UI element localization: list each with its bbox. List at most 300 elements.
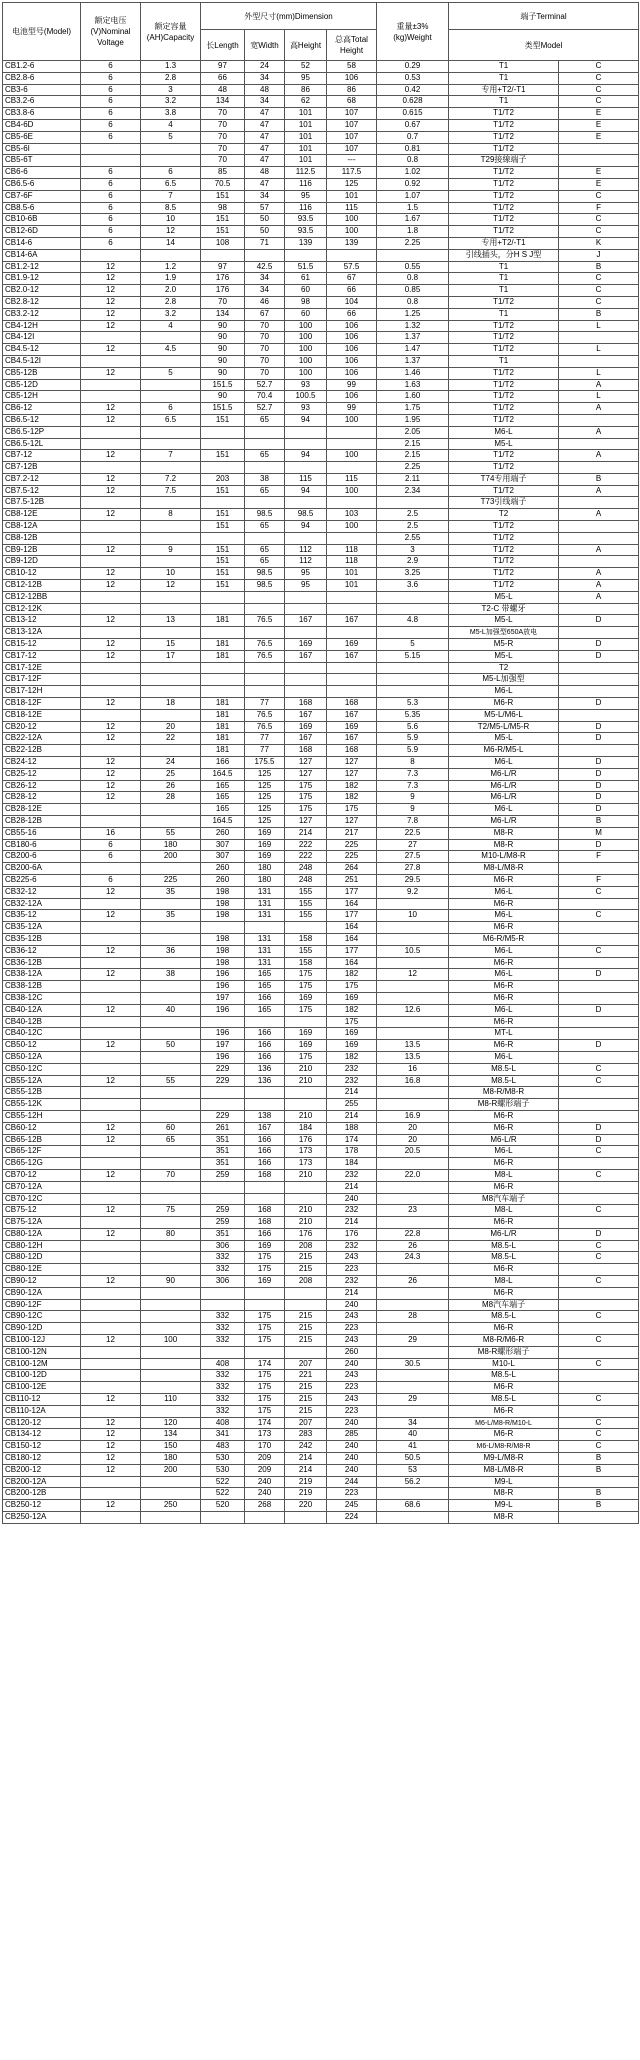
cell-terminal-type: C bbox=[559, 886, 639, 898]
cell-length: 259 bbox=[201, 1169, 245, 1181]
cell-height: 100.5 bbox=[285, 391, 327, 403]
cell-model: CB3-6 bbox=[3, 84, 81, 96]
cell-terminal: M6-L bbox=[449, 757, 559, 769]
cell-model: CB18-12E bbox=[3, 709, 81, 721]
cell-height: 112 bbox=[285, 544, 327, 556]
cell-terminal-type bbox=[559, 1110, 639, 1122]
cell-capacity bbox=[141, 497, 201, 509]
cell-voltage bbox=[81, 155, 141, 167]
cell-height: 169 bbox=[285, 639, 327, 651]
cell-weight bbox=[377, 603, 449, 615]
cell-height: 101 bbox=[285, 108, 327, 120]
cell-terminal-type bbox=[559, 863, 639, 875]
cell-weight: 9.2 bbox=[377, 886, 449, 898]
cell-width bbox=[245, 603, 285, 615]
cell-total-height: 223 bbox=[327, 1382, 377, 1394]
cell-model: CB5-6E bbox=[3, 131, 81, 143]
cell-voltage bbox=[81, 438, 141, 450]
cell-height: 175 bbox=[285, 969, 327, 981]
cell-model: CB17-12H bbox=[3, 686, 81, 698]
cell-capacity bbox=[141, 863, 201, 875]
table-row bbox=[3, 1382, 639, 1394]
cell-capacity: 180 bbox=[141, 839, 201, 851]
cell-capacity: 10 bbox=[141, 568, 201, 580]
cell-width: 65 bbox=[245, 521, 285, 533]
cell-terminal: M6-L/R bbox=[449, 768, 559, 780]
cell-height bbox=[285, 1016, 327, 1028]
cell-capacity: 38 bbox=[141, 969, 201, 981]
cell-weight: 12.6 bbox=[377, 1004, 449, 1016]
cell-model: CB7-6F bbox=[3, 190, 81, 202]
cell-terminal: M6-R bbox=[449, 1382, 559, 1394]
table-row bbox=[3, 497, 639, 509]
cell-width: 50 bbox=[245, 214, 285, 226]
cell-terminal: M8-L bbox=[449, 1205, 559, 1217]
cell-terminal: M6-L/R bbox=[449, 780, 559, 792]
cell-terminal-type bbox=[559, 332, 639, 344]
cell-weight: 3.25 bbox=[377, 568, 449, 580]
cell-terminal-type bbox=[559, 1382, 639, 1394]
cell-height: 94 bbox=[285, 450, 327, 462]
cell-terminal-type bbox=[559, 1217, 639, 1229]
cell-total-height: 164 bbox=[327, 933, 377, 945]
cell-model: CB13-12A bbox=[3, 627, 81, 639]
cell-weight: 12 bbox=[377, 969, 449, 981]
cell-terminal: T1/T2 bbox=[449, 143, 559, 155]
cell-height bbox=[285, 591, 327, 603]
cell-capacity bbox=[141, 1358, 201, 1370]
cell-length bbox=[201, 1346, 245, 1358]
cell-weight bbox=[377, 627, 449, 639]
cell-terminal: M6-L bbox=[449, 1004, 559, 1016]
cell-terminal-type: C bbox=[559, 226, 639, 238]
cell-weight: 2.25 bbox=[377, 237, 449, 249]
cell-width: 169 bbox=[245, 851, 285, 863]
cell-capacity bbox=[141, 379, 201, 391]
cell-capacity: 36 bbox=[141, 945, 201, 957]
cell-voltage: 12 bbox=[81, 768, 141, 780]
cell-terminal-type: D bbox=[559, 639, 639, 651]
cell-total-height: 175 bbox=[327, 1016, 377, 1028]
table-row bbox=[3, 898, 639, 910]
cell-terminal: M6-R bbox=[449, 698, 559, 710]
table-row bbox=[3, 1075, 639, 1087]
cell-voltage bbox=[81, 1382, 141, 1394]
cell-height: 210 bbox=[285, 1205, 327, 1217]
cell-weight: 22.5 bbox=[377, 827, 449, 839]
cell-capacity: 150 bbox=[141, 1441, 201, 1453]
cell-model: CB110-12A bbox=[3, 1405, 81, 1417]
cell-terminal-type bbox=[559, 1087, 639, 1099]
cell-length: 90 bbox=[201, 332, 245, 344]
cell-voltage: 6 bbox=[81, 131, 141, 143]
cell-height: 100 bbox=[285, 367, 327, 379]
cell-length: 181 bbox=[201, 709, 245, 721]
cell-weight bbox=[377, 1405, 449, 1417]
cell-terminal: M6-R bbox=[449, 1016, 559, 1028]
cell-height bbox=[285, 674, 327, 686]
cell-total-height: 169 bbox=[327, 1028, 377, 1040]
cell-height: 95 bbox=[285, 580, 327, 592]
cell-model: CB17-12 bbox=[3, 650, 81, 662]
cell-capacity: 55 bbox=[141, 827, 201, 839]
cell-height: 210 bbox=[285, 1110, 327, 1122]
cell-terminal-type bbox=[559, 1264, 639, 1276]
cell-total-height: 106 bbox=[327, 344, 377, 356]
cell-terminal: M5-L bbox=[449, 438, 559, 450]
cell-total-height bbox=[327, 438, 377, 450]
cell-terminal-type bbox=[559, 1181, 639, 1193]
cell-capacity: 7 bbox=[141, 190, 201, 202]
cell-terminal: T1/T2 bbox=[449, 214, 559, 226]
cell-total-height: 182 bbox=[327, 780, 377, 792]
cell-voltage: 6 bbox=[81, 84, 141, 96]
cell-voltage: 12 bbox=[81, 910, 141, 922]
cell-height: 95 bbox=[285, 568, 327, 580]
cell-height: 101 bbox=[285, 143, 327, 155]
cell-voltage bbox=[81, 627, 141, 639]
table-row bbox=[3, 698, 639, 710]
cell-model: CB35-12A bbox=[3, 922, 81, 934]
cell-weight bbox=[377, 1217, 449, 1229]
cell-model: CB55-12A bbox=[3, 1075, 81, 1087]
cell-length: 196 bbox=[201, 981, 245, 993]
cell-model: CB180-6 bbox=[3, 839, 81, 851]
cell-weight: 9 bbox=[377, 804, 449, 816]
cell-terminal-type: M bbox=[559, 827, 639, 839]
cell-terminal-type: D bbox=[559, 733, 639, 745]
table-row bbox=[3, 473, 639, 485]
cell-capacity bbox=[141, 1110, 201, 1122]
cell-model: CB40-12B bbox=[3, 1016, 81, 1028]
cell-terminal: T1/T2 bbox=[449, 521, 559, 533]
cell-weight: 50.5 bbox=[377, 1453, 449, 1465]
cell-terminal: T73引线端子 bbox=[449, 497, 559, 509]
cell-weight bbox=[377, 992, 449, 1004]
cell-total-height: 66 bbox=[327, 308, 377, 320]
cell-voltage: 12 bbox=[81, 1464, 141, 1476]
cell-height: 176 bbox=[285, 1134, 327, 1146]
cell-voltage: 6 bbox=[81, 226, 141, 238]
cell-capacity bbox=[141, 249, 201, 261]
cell-height bbox=[285, 1087, 327, 1099]
cell-voltage: 12 bbox=[81, 639, 141, 651]
cell-voltage bbox=[81, 745, 141, 757]
cell-weight: 27.8 bbox=[377, 863, 449, 875]
cell-length: 530 bbox=[201, 1453, 245, 1465]
cell-height: 167 bbox=[285, 709, 327, 721]
cell-model: CB18-12F bbox=[3, 698, 81, 710]
cell-capacity bbox=[141, 1476, 201, 1488]
cell-total-height bbox=[327, 674, 377, 686]
cell-terminal-type: C bbox=[559, 273, 639, 285]
cell-weight: 0.615 bbox=[377, 108, 449, 120]
cell-model: CB28-12 bbox=[3, 792, 81, 804]
cell-length: 70 bbox=[201, 108, 245, 120]
cell-model: CB55-12B bbox=[3, 1087, 81, 1099]
cell-model: CB32-12 bbox=[3, 886, 81, 898]
table-row bbox=[3, 1488, 639, 1500]
cell-total-height: 164 bbox=[327, 898, 377, 910]
cell-height bbox=[285, 249, 327, 261]
cell-weight: 1.07 bbox=[377, 190, 449, 202]
cell-capacity: 20 bbox=[141, 721, 201, 733]
cell-weight bbox=[377, 1193, 449, 1205]
cell-model: CB50-12A bbox=[3, 1051, 81, 1063]
cell-terminal: M6-L bbox=[449, 886, 559, 898]
cell-terminal: M5-L bbox=[449, 650, 559, 662]
cell-voltage: 12 bbox=[81, 792, 141, 804]
cell-terminal: M6-R bbox=[449, 1287, 559, 1299]
cell-terminal: T1/T2 bbox=[449, 119, 559, 131]
cell-capacity bbox=[141, 155, 201, 167]
cell-capacity: 28 bbox=[141, 792, 201, 804]
cell-width: 180 bbox=[245, 863, 285, 875]
cell-model: CB1.2-12 bbox=[3, 261, 81, 273]
cell-height: 158 bbox=[285, 933, 327, 945]
cell-terminal-type: A bbox=[559, 509, 639, 521]
cell-total-height: 243 bbox=[327, 1335, 377, 1347]
cell-height: 219 bbox=[285, 1476, 327, 1488]
cell-model: CB80-12E bbox=[3, 1264, 81, 1276]
cell-total-height: 177 bbox=[327, 945, 377, 957]
cell-length: 260 bbox=[201, 874, 245, 886]
cell-terminal: M5-L bbox=[449, 615, 559, 627]
cell-voltage bbox=[81, 1252, 141, 1264]
cell-voltage: 12 bbox=[81, 1276, 141, 1288]
cell-model: CB90-12A bbox=[3, 1287, 81, 1299]
cell-capacity: 70 bbox=[141, 1169, 201, 1181]
cell-height: 94 bbox=[285, 414, 327, 426]
cell-capacity: 200 bbox=[141, 851, 201, 863]
cell-voltage: 6 bbox=[81, 61, 141, 73]
cell-voltage bbox=[81, 332, 141, 344]
table-row bbox=[3, 627, 639, 639]
cell-model: CB65-12F bbox=[3, 1146, 81, 1158]
cell-width: 47 bbox=[245, 119, 285, 131]
cell-terminal-type: D bbox=[559, 780, 639, 792]
cell-voltage bbox=[81, 992, 141, 1004]
cell-height: 169 bbox=[285, 1028, 327, 1040]
cell-total-height: 264 bbox=[327, 863, 377, 875]
cell-capacity bbox=[141, 957, 201, 969]
cell-length bbox=[201, 1299, 245, 1311]
cell-total-height bbox=[327, 686, 377, 698]
table-row bbox=[3, 1028, 639, 1040]
cell-weight: 10.5 bbox=[377, 945, 449, 957]
cell-width: 131 bbox=[245, 910, 285, 922]
cell-total-height: 101 bbox=[327, 190, 377, 202]
cell-length: 70 bbox=[201, 119, 245, 131]
cell-capacity bbox=[141, 355, 201, 367]
cell-height: 215 bbox=[285, 1311, 327, 1323]
cell-terminal: 专用+T2/-T1 bbox=[449, 84, 559, 96]
cell-voltage: 12 bbox=[81, 733, 141, 745]
cell-terminal: M6-L/M8-R/M8-R bbox=[449, 1441, 559, 1453]
cell-width: 166 bbox=[245, 1228, 285, 1240]
cell-total-height: 99 bbox=[327, 379, 377, 391]
cell-terminal: M6-L bbox=[449, 1146, 559, 1158]
cell-voltage bbox=[81, 497, 141, 509]
cell-terminal: M6-L bbox=[449, 910, 559, 922]
cell-terminal-type: C bbox=[559, 1276, 639, 1288]
table-row bbox=[3, 320, 639, 332]
cell-total-height: 106 bbox=[327, 72, 377, 84]
cell-terminal: M6-R bbox=[449, 957, 559, 969]
cell-terminal: T1/T2 bbox=[449, 320, 559, 332]
cell-voltage: 12 bbox=[81, 1122, 141, 1134]
table-row bbox=[3, 945, 639, 957]
cell-capacity bbox=[141, 1370, 201, 1382]
cell-length: 351 bbox=[201, 1228, 245, 1240]
cell-terminal-type: B bbox=[559, 261, 639, 273]
cell-voltage: 12 bbox=[81, 1417, 141, 1429]
cell-width: 70 bbox=[245, 344, 285, 356]
cell-width bbox=[245, 1016, 285, 1028]
cell-terminal-type bbox=[559, 709, 639, 721]
cell-weight: 0.42 bbox=[377, 84, 449, 96]
cell-terminal-type: C bbox=[559, 1358, 639, 1370]
cell-voltage: 12 bbox=[81, 580, 141, 592]
cell-length: 306 bbox=[201, 1276, 245, 1288]
cell-width: 209 bbox=[245, 1453, 285, 1465]
cell-model: CB60-12 bbox=[3, 1122, 81, 1134]
cell-total-height bbox=[327, 426, 377, 438]
table-row bbox=[3, 922, 639, 934]
cell-model: CB80-12A bbox=[3, 1228, 81, 1240]
table-row bbox=[3, 1099, 639, 1111]
cell-weight: 1.47 bbox=[377, 344, 449, 356]
cell-model: CB75-12 bbox=[3, 1205, 81, 1217]
cell-total-height: 214 bbox=[327, 1287, 377, 1299]
cell-model: CB7.5-12B bbox=[3, 497, 81, 509]
cell-terminal: T1 bbox=[449, 355, 559, 367]
table-row bbox=[3, 745, 639, 757]
cell-weight bbox=[377, 1099, 449, 1111]
table-row bbox=[3, 827, 639, 839]
cell-voltage bbox=[81, 933, 141, 945]
cell-terminal: M6-R bbox=[449, 1040, 559, 1052]
cell-capacity bbox=[141, 1158, 201, 1170]
cell-length: 332 bbox=[201, 1405, 245, 1417]
cell-voltage bbox=[81, 462, 141, 474]
table-row bbox=[3, 155, 639, 167]
table-row bbox=[3, 839, 639, 851]
cell-total-height: 245 bbox=[327, 1500, 377, 1512]
cell-voltage bbox=[81, 1370, 141, 1382]
cell-length: 181 bbox=[201, 615, 245, 627]
cell-terminal: M5-R bbox=[449, 639, 559, 651]
cell-terminal: M6-R bbox=[449, 1323, 559, 1335]
cell-width: 47 bbox=[245, 155, 285, 167]
cell-model: CB7-12B bbox=[3, 462, 81, 474]
cell-width: 168 bbox=[245, 1217, 285, 1229]
cell-terminal-type bbox=[559, 603, 639, 615]
cell-length bbox=[201, 1099, 245, 1111]
cell-model: CB50-12 bbox=[3, 1040, 81, 1052]
cell-terminal: M6-L bbox=[449, 945, 559, 957]
cell-total-height: 115 bbox=[327, 473, 377, 485]
cell-width: 166 bbox=[245, 1040, 285, 1052]
cell-weight: 34 bbox=[377, 1417, 449, 1429]
cell-terminal-type: C bbox=[559, 1335, 639, 1347]
cell-length bbox=[201, 686, 245, 698]
table-row bbox=[3, 780, 639, 792]
cell-height: 207 bbox=[285, 1358, 327, 1370]
table-row bbox=[3, 214, 639, 226]
cell-total-height: 240 bbox=[327, 1453, 377, 1465]
cell-model: CB225-6 bbox=[3, 874, 81, 886]
cell-total-height: 255 bbox=[327, 1099, 377, 1111]
table-row bbox=[3, 119, 639, 131]
cell-length: 90 bbox=[201, 367, 245, 379]
cell-width: 47 bbox=[245, 143, 285, 155]
cell-voltage: 12 bbox=[81, 757, 141, 769]
cell-capacity: 3.8 bbox=[141, 108, 201, 120]
cell-model: CB4-12I bbox=[3, 332, 81, 344]
cell-length: 98 bbox=[201, 202, 245, 214]
cell-height: 210 bbox=[285, 1063, 327, 1075]
cell-capacity bbox=[141, 1087, 201, 1099]
cell-model: CB55-16 bbox=[3, 827, 81, 839]
cell-length: 332 bbox=[201, 1323, 245, 1335]
cell-model: CB9-12D bbox=[3, 556, 81, 568]
cell-model: CB90-12C bbox=[3, 1311, 81, 1323]
cell-length: 151 bbox=[201, 521, 245, 533]
cell-weight: 1.02 bbox=[377, 167, 449, 179]
cell-width: 131 bbox=[245, 886, 285, 898]
cell-capacity: 225 bbox=[141, 874, 201, 886]
cell-model: CB100-12D bbox=[3, 1370, 81, 1382]
cell-terminal-type: B bbox=[559, 816, 639, 828]
cell-weight: 1.25 bbox=[377, 308, 449, 320]
cell-weight: 16 bbox=[377, 1063, 449, 1075]
cell-width bbox=[245, 1287, 285, 1299]
cell-terminal-type bbox=[559, 1405, 639, 1417]
table-row bbox=[3, 1311, 639, 1323]
cell-terminal: T1/T2 bbox=[449, 544, 559, 556]
cell-width: 169 bbox=[245, 839, 285, 851]
table-row bbox=[3, 1500, 639, 1512]
cell-model: CB75-12A bbox=[3, 1217, 81, 1229]
cell-total-height: 100 bbox=[327, 226, 377, 238]
cell-terminal-type: A bbox=[559, 568, 639, 580]
cell-total-height: 214 bbox=[327, 1181, 377, 1193]
cell-capacity bbox=[141, 591, 201, 603]
cell-length bbox=[201, 1512, 245, 1524]
cell-capacity: 100 bbox=[141, 1335, 201, 1347]
cell-weight: 0.53 bbox=[377, 72, 449, 84]
cell-length: 151 bbox=[201, 226, 245, 238]
cell-length: 196 bbox=[201, 969, 245, 981]
cell-model: CB8-12E bbox=[3, 509, 81, 521]
cell-voltage: 6 bbox=[81, 839, 141, 851]
cell-total-height: 100 bbox=[327, 521, 377, 533]
cell-width: 76.5 bbox=[245, 650, 285, 662]
cell-terminal: M6-L/R bbox=[449, 792, 559, 804]
cell-total-height: 232 bbox=[327, 1169, 377, 1181]
cell-terminal-type: C bbox=[559, 1240, 639, 1252]
cell-width: 34 bbox=[245, 190, 285, 202]
cell-terminal-type: L bbox=[559, 320, 639, 332]
table-row bbox=[3, 1429, 639, 1441]
cell-height bbox=[285, 1512, 327, 1524]
cell-weight: 2.25 bbox=[377, 462, 449, 474]
cell-weight bbox=[377, 1264, 449, 1276]
cell-width: 34 bbox=[245, 72, 285, 84]
cell-weight bbox=[377, 1512, 449, 1524]
table-row bbox=[3, 851, 639, 863]
